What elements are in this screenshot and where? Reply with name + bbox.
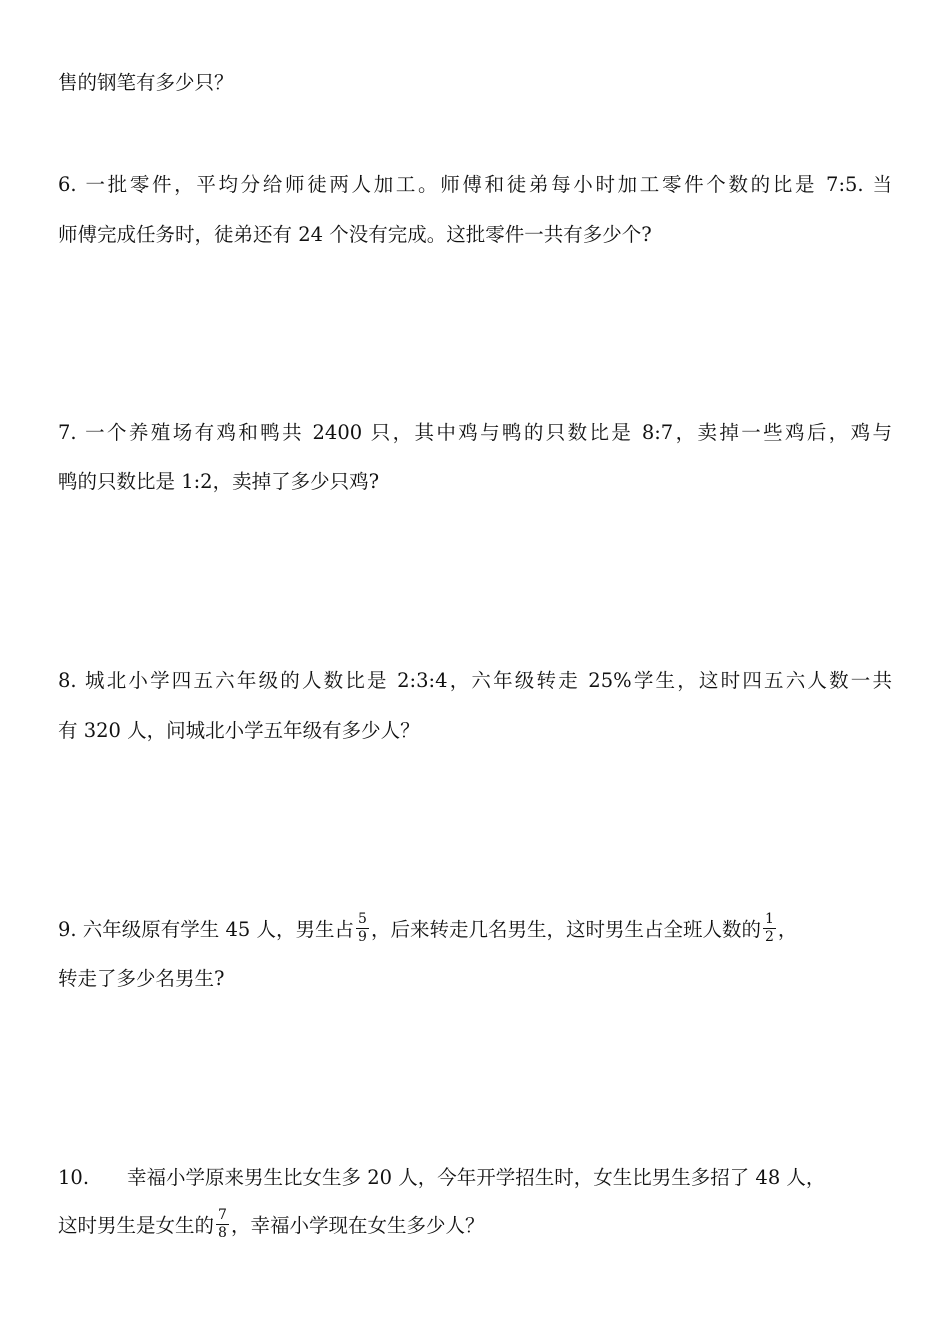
problem-6-line-1: 6. 一批零件，平均分给师徒两人加工。师傅和徒弟每小时加工零件个数的比是 7:5. 当 <box>58 173 892 196</box>
fraction-numerator: 5 <box>358 911 367 927</box>
problem-8-line-2: 有 320 人，问城北小学五年级有多少人？ <box>58 719 420 742</box>
fraction-five-ninths <box>356 912 369 945</box>
problem-9-text-1: 9. 六年级原有学生 45 人，男生占 <box>58 918 355 941</box>
problem-10-text-1: 幸福小学原来男生比女生多 20 人，今年开学招生时，女生比男生多招了 48 人， <box>127 1166 826 1189</box>
problem-10-line-2 <box>58 1207 892 1243</box>
problem-10-text-2: 这时男生是女生的 <box>58 1214 215 1237</box>
fraction-one-half <box>763 912 776 945</box>
problem-9-line-1 <box>58 911 892 947</box>
problem-9-text-3: ， <box>777 918 798 941</box>
fraction-denominator: 9 <box>358 929 367 945</box>
problem-9-text-2: ，后来转走几名男生，这时男生占全班人数的 <box>370 918 761 941</box>
problem-10-text-3: ，幸福小学现在女生多少人？ <box>230 1214 485 1237</box>
fraction-numerator: 1 <box>764 911 774 927</box>
problem-8-line-1: 8. 城北小学四五六年级的人数比是 2:3:4，六年级转走 25%学生，这时四五六人数一共 <box>58 669 892 692</box>
fraction-numerator: 7 <box>218 1207 227 1223</box>
problem-6-line-2: 师傅完成任务时，徒弟还有 24 个没有完成。这批零件一共有多少个? <box>58 223 652 246</box>
fraction-seven-eighths <box>216 1208 229 1241</box>
problem-7-line-1: 7. 一个养殖场有鸡和鸭共 2400 只，其中鸡与鸭的只数比是 8:7，卖掉一些鸡后，鸡与 <box>58 421 892 444</box>
fraction-denominator: 8 <box>218 1225 227 1241</box>
fraction-denominator: 2 <box>764 929 774 945</box>
problem-10-line-1 <box>58 1163 892 1193</box>
problem-7-line-2: 鸭的只数比是 1:2，卖掉了多少只鸡? <box>58 470 380 493</box>
problem-10-number: 10. <box>58 1166 90 1189</box>
problem-9-line-2: 转走了多少名男生? <box>58 967 225 990</box>
problem-5-tail: 售的钢笔有多少只？ <box>58 71 234 94</box>
